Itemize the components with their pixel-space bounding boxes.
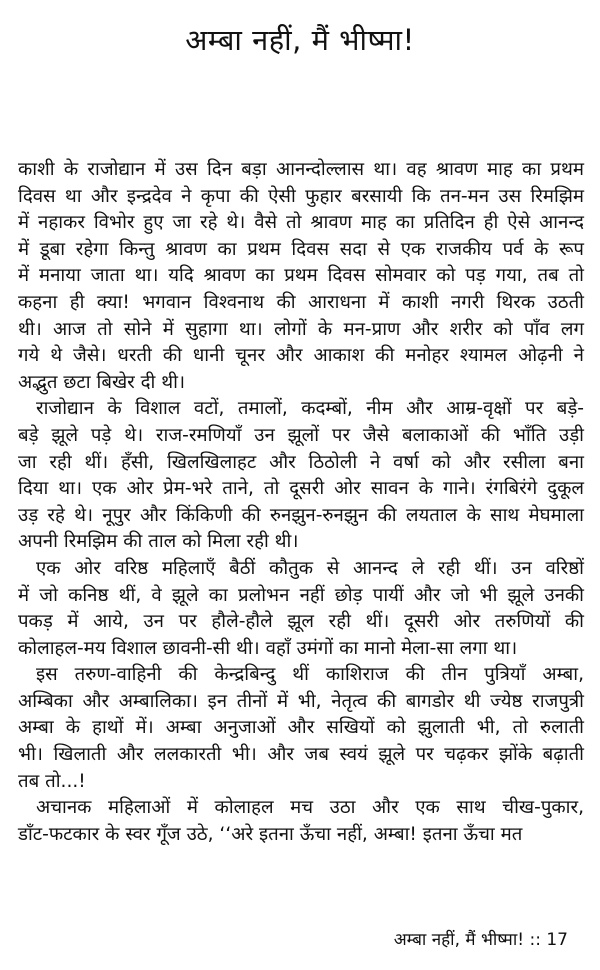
text-line: कोलाहल-मय विशाल छावनी-सी थी। वहाँ उमंगों का मानो मेला-सा लगा था।: [18, 637, 518, 659]
text-line: अम्बा के हाथों में। अम्बा अनुजाओं और सखियों को झुलाती भी, तो रुलाती: [18, 717, 584, 739]
text-line: काशी के राजोद्यान में उस दिन बड़ा आनन्दोल्लास था। वह श्रावण माह का प्रथम: [18, 159, 584, 180]
text-line: अम्बिका और अम्बालिका। इन तीनों में भी, नेतृत्व की बागडोर थी ज्येष्ठ राजपुत्री: [18, 690, 584, 712]
chapter-title: अम्बा नहीं, मैं भीष्मा!: [185, 23, 415, 57]
page-footer: [394, 928, 568, 952]
text-line: थी। आज तो सोने में सुहागा था। लोगों के मन-प्राण और शरीर को पाँव लग: [18, 318, 584, 340]
paragraph: [18, 396, 584, 556]
text-line: बड़े झूले पड़े थे। राज-रमणियाँ उन झूलों पर जैसे बलाकाओं की भाँति उड़ी: [18, 424, 584, 446]
text-line: में डूबा रहेगा किन्तु श्रावण का प्रथम दिवस सदा से एक राजकीय पर्व के रूप: [18, 238, 584, 260]
text-line: में नहाकर विभोर हुए जा रहे थे। वैसे तो श्रावण माह का प्रतिदिन ही ऐसे आनन्द: [18, 212, 584, 234]
text-line: पकड़ में आये, उन पर हौले-हौले झूल रही थीं। दूसरी ओर तरुणियों की: [18, 611, 584, 633]
footer-separator: ::: [529, 930, 541, 950]
text-line: दिवस था और इन्द्रदेव ने कृपा की ऐसी फुहार बरसायी कि तन-मन उस रिमझिम: [18, 185, 584, 207]
text-line: अचानक महिलाओं में कोलाहल मच उठा और एक साथ चीख-पुकार,: [36, 797, 584, 819]
text-line: जा रही थीं। हँसी, खिलखिलाहट और ठिठोली ने वर्षा को और रसीला बना: [18, 451, 584, 473]
text-line: एक ओर वरिष्ठ महिलाएँ बैठीं कौतुक से आनन्द ले रही थीं। उन वरिष्ठों: [36, 557, 584, 579]
paragraph: [18, 157, 584, 396]
text-line: कहना ही क्या! भगवान विश्वनाथ की आराधना में काशी नगरी थिरक उठती: [18, 291, 584, 313]
body-text: [18, 157, 584, 848]
text-line: दिया था। एक ओर प्रेम-भरे ताने, तो दूसरी ओर सावन के गाने। रंगबिरंगे दुकूल: [18, 478, 584, 500]
text-line: उड़ रहे थे। नूपुर और किंकिणी की रुनझुन-रुनझुन की लयताल के साथ मेघमाला: [18, 504, 584, 526]
text-line: में जो कनिष्ठ थीं, वे झूले का प्रलोभन नहीं छोड़ पायीं और जो भी झूले उनकी: [18, 584, 584, 606]
text-line: तब तो...!: [18, 770, 86, 792]
text-line: अपनी रिमझिम की ताल को मिला रही थी।: [18, 531, 299, 553]
page-number: 17: [546, 930, 568, 950]
text-line: भी। खिलाती और ललकारती भी। और जब स्वयं झूले पर चढ़कर झोंके बढ़ाती: [18, 744, 584, 766]
paragraph: [18, 556, 584, 662]
paragraph: [18, 662, 584, 795]
paragraph: [18, 795, 584, 848]
text-line: गये थे जैसे। धरती की धानी चूनर और आकाश की मनोहर श्यामल ओढ़नी ने: [18, 345, 584, 367]
text-line: राजोद्यान के विशाल वटों, तमालों, कदम्बों, नीम और आम्र-वृक्षों पर बड़े-: [36, 398, 584, 420]
running-title: अम्बा नहीं, मैं भीष्मा!: [393, 930, 525, 950]
text-line: में मनाया जाता था। यदि श्रावण का प्रथम दिवस सोमवार को पड़ गया, तब तो: [18, 265, 584, 287]
text-line: डाँट-फटकार के स्वर गूँज उठे, ‘‘अरे इतना ऊँचा नहीं, अम्बा! इतना ऊँचा मत: [18, 823, 523, 845]
text-line: इस तरुण-वाहिनी की केन्द्रबिन्दु थीं काशिराज की तीन पुत्रियाँ अम्बा,: [36, 664, 584, 686]
text-line: अद्भुत छटा बिखेर दी थी।: [18, 371, 186, 393]
